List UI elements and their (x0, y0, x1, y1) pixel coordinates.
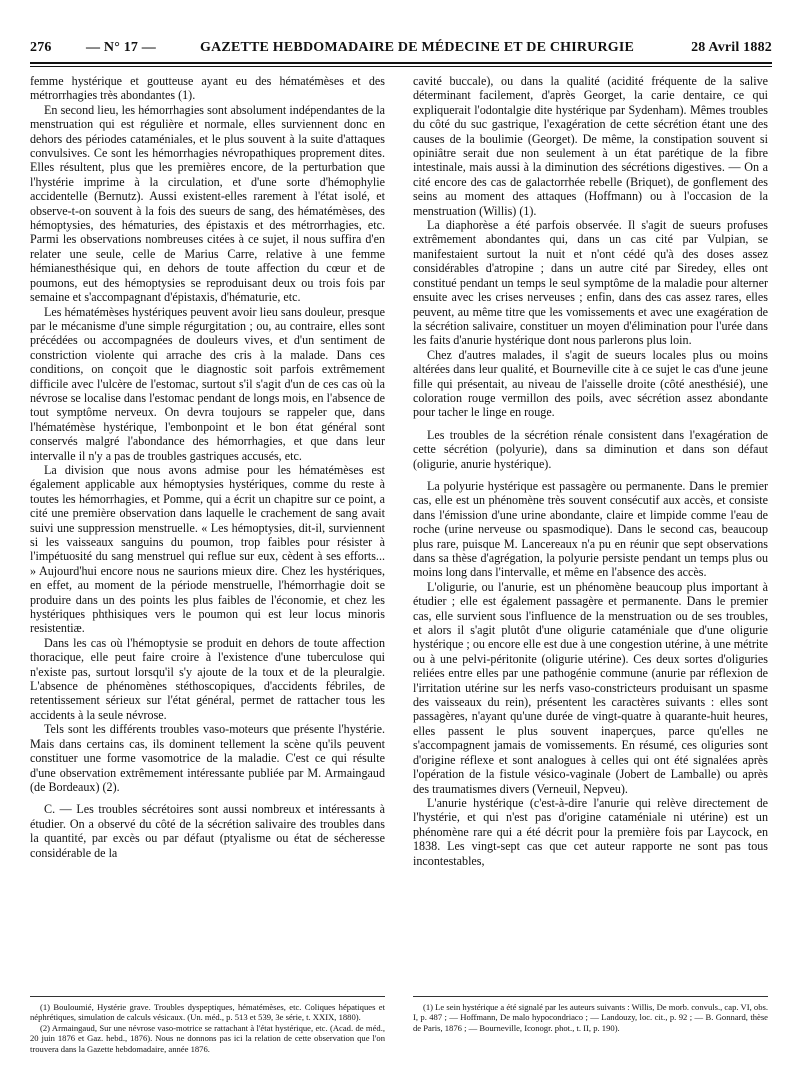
left-footnotes (30, 1002, 385, 1054)
paragraph: femme hystérique et goutteuse ayant eu des hématémèses et des métrorrhagies très abondantes (1). (30, 74, 385, 103)
paragraph: L'oligurie, ou l'anurie, est un phénomène beaucoup plus important à étudier ; elle est également passagère et permanente. Dans le premier cas, elle survient sous l'influence de la menstruation ou de ses troubles, et alors il s'agit plutôt d'une oligurie cataméniale que d'une oligurie hystérique ; ou encore elle est due à une congestion utérine, à une métrite ou à une pelvi-péritonite (oligurie utérine). Ces deux sortes d'oliguries reliées entre elles par une pathogénie commune (anurie par réflexion de l'irritation utérine sur les nerfs vaso-constricteurs produisant un spasme des vaisseaux du rein), présentent les caractères suivants : elles sont passagères, n'ayant qu'une durée de vingt-quatre à quarante-huit heures, elles passent le plus souvent inaperçues, parce qu'elles ne s'accompagnent jamais de vomissements. En résumé, ces oliguries sont d'origine réflexe et sont analogues à celles qui ont été signalées après l'opération de la fistule vésico-vaginale (Jobert de Lamballe) ou après des traumatismes divers (Verneuil, Nepveu). (413, 579, 768, 796)
header-rule-thin (30, 66, 772, 67)
journal-title: GAZETTE HEBDOMADAIRE DE MÉDECINE ET DE CHIRURGIE (200, 40, 635, 55)
footnote: (1) Bouloumié, Hystérie grave. Troubles dyspeptiques, hématémèses, etc. Coliques hépatiques et néphrétiques, simulation de calculs vésicaux. (Un. méd., p. 513 et 539, 3e série, t. XXIX, 1880). (30, 1002, 385, 1023)
footnote-rule (413, 996, 768, 997)
page-number: 276 (30, 40, 52, 55)
footnote-rule (30, 996, 385, 997)
paragraph: Les hématémèses hystériques peuvent avoir lieu sans douleur, presque par le mécanisme d'une simple régurgitation ; ou, au contraire, elles sont précédées ou accompagnées de douleurs vives, et d'un sentiment de constriction violente qui arrache des cris à la malade. Dans ces conditions, on conçoit que le diagnostic soit parfois extrêmement difficile avec l'ulcère de l'estomac, surtout s'il s'agit d'un de ces cas où la névrose se localise dans l'estomac pendant de longs mois, en l'absence de tout symptôme nerveux. On devra toujours se rappeler que, dans l'hématémèse hystérique, l'embonpoint et le bon état général sont conservés malgré l'abondance des hémorrhagies, et que dans leur intervalle il n'y a pas de troubles gastriques accusés, etc. (30, 304, 385, 463)
right-footnotes (413, 1002, 768, 1033)
paragraph: Les troubles de la sécrétion rénale consistent dans l'exagération de cette sécrétion (polyurie), dans sa diminution et dans son défaut (oligurie, anurie hystérique). (413, 427, 768, 471)
paragraph: Dans les cas où l'hémoptysie se produit en dehors de toute affection thoracique, elle peut faire croire à l'existence d'une tuberculose qui n'existe pas, surtout lorsqu'il s'y ajoute de la toux et de la pleuralgie. L'absence de phénomènes stéthoscopiques, d'accidents fébriles, de retentissement sérieux sur l'état général, permet de rattacher tous les accidents à la seule névrose. (30, 635, 385, 722)
paragraph: Tels sont les différents troubles vaso-moteurs que présente l'hystérie. Mais dans certains cas, ils dominent tellement la scène qu'ils peuvent constituer une forme vasomotrice de la maladie. C'est ce qui résulte d'une observation extrêmement intéressante publiée par M. Armaingaud (de Bordeaux) (2). (30, 722, 385, 794)
paragraph: La diaphorèse a été parfois observée. Il s'agit de sueurs profuses extrêmement abondantes qui, dans un cas cité par Vulpian, se manifestaient surtout la nuit et n'ont cédé qu'à des doses assez considérables d'atropine ; dans un autre cité par Siredey, elles ont constitué pendant un temps le seul symptôme de la maladie pour alterner ensuite avec les crises nerveuses ; enfin, dans des cas assez rares, elles peuvent, au même titre que les vomissements et avec une exagération de la sécrétion salivaire, constituer un moyen d'élimination pour l'urée dans les faits d'anurie hystérique dont nous parlerons plus loin. (413, 218, 768, 348)
running-header (30, 38, 772, 60)
paragraph: L'anurie hystérique (c'est-à-dire l'anurie qui relève directement de l'hystérie, et qui n'est pas d'origine cataméniale ni utérine) est un phénomène rare qui a été décrit pour la première fois par Laycock, en 1838. Les vingt-sept cas que cet auteur rapporte ne sont pas tous incontestables, (413, 795, 768, 868)
paragraph: C. — Les troubles sécrétoires sont aussi nombreux et intéressants à étudier. On a observé du côté de la sécrétion salivaire des troubles dans la quantité, par excès ou par défaut (ptyalisme ou état de sécheresse considérable de la (30, 802, 385, 860)
issue-number: — N° 17 — (86, 40, 157, 55)
paragraph: Chez d'autres malades, il s'agit de sueurs locales plus ou moins altérées dans leur qualité, et Bourneville cite à ce sujet le cas d'une jeune fille qui présentait, au niveau de l'aisselle droite (côté anesthésié), une coloration rouge vermillon des poils, avec sécrétion assez abondante pour tacher le linge en rouge. (413, 347, 768, 420)
paragraph: La polyurie hystérique est passagère ou permanente. Dans le premier cas, elle est un phénomène très souvent consécutif aux accès, et consiste dans l'émission d'une urine abondante, claire et limpide comme l'eau de roche (urine nerveuse ou spasmodique). Dans le second cas, beaucoup plus rare, puisque M. Lancereaux n'a pu en réunir que sept observations dans sa thèse d'agrégation, la polyurie persiste pendant un temps plus ou moins long dans l'intervalle, et même en l'absence des accès. (413, 478, 768, 580)
paragraph: En second lieu, les hémorrhagies sont absolument indépendantes de la menstruation qui est régulière et normale, elles surviennent donc en dehors des périodes cataméniales, et le plus souvent à la suite d'attaques convulsives. Ce sont les hémorrhagies névropathiques proprement dites. Elles résultent, plus que les premières encore, de la perturbation que l'hystérie imprime à la circulation, et d'une sorte d'hémophylie accidentelle (Bernutz). Aussi existent-elles rarement à l'état isolé, et observe-t-on souvent à la fois des sueurs de sang, des hématémèses, des hémoptysies, des hématuries, des épistaxis et des métrorrhagies, etc. Parmi les observations nombreuses citées à ce sujet, il nous suffira d'en relater une seule, celle de Marius Carre, relative à une femme hémianesthésique qui, en dehors de toute affection du cœur et de poumons, eut des hémoptysies se reproduisant deux ou trois fois par semaine et s'accompagnant d'épistaxis, d'hématurie, etc. (30, 102, 385, 305)
footnote: (1) Le sein hystérique a été signalé par les auteurs suivants : Willis, De morb. convuls., cap. VI, obs. I, p. 487 ; — Hoffmann, De malo hypocondriaco ; — Landouzy, loc. cit., p. 92 ; — B. Gonnard, thèse de Paris, 1876 ; — Bourneville, Iconogr. phot., t. II, p. 190). (413, 1002, 768, 1033)
header-rule (30, 62, 772, 64)
issue-date: 28 Avril 1882 (691, 40, 772, 55)
left-column (30, 74, 385, 860)
footnote: (2) Armaingaud, Sur une névrose vaso-motrice se rattachant à l'état hystérique, etc. (Acad. de méd., 20 juin 1876 et Gaz. hebd., 1876). Nous ne donnons pas ici la relation de cette observation que l'on trouvera dans la Gazette hebdomadaire, année 1876. (30, 1022, 385, 1054)
paragraph: cavité buccale), ou dans la qualité (acidité fréquente de la salive déterminant facilement, d'après Georget, la carie dentaire, ce qui expliquerait l'odontalgie dite hystérique par Sydenham). Mêmes troubles du côté du suc gastrique, l'exagération de cette sécrétion étant une des causes de la boulimie (Georget). De même, la constipation souvent si opiniâtre serait due non seulement à un état parétique de la fibre intestinale, mais aussi à la diminution des sécrétions digestives. — On a cité encore des cas de galactorrhée rebelle (Briquet), de gonflement des seins au moment des attaques (Hoffmann) ou à l'occasion de la menstruation (Willis) (1). (413, 74, 768, 218)
paragraph: La division que nous avons admise pour les hématémèses est également applicable aux hémoptysies hystériques, comme du reste à toutes les hémorrhagies, et Pomme, qui a écrit un chapitre sur ce point, a cité une première observation dans laquelle le crachement de sang avait suivi une suppression menstruelle. « Les hémoptysies, dit-il, surviennent si les vaisseaux sanguins du poumon, trop faibles pour résister à l'impétuosité du sang menstruel qui reflue sur eux, cèdent à ses efforts... » Aujourd'hui encore nous ne saurions mieux dire. Chez les hystériques, en effet, au moment de la période menstruelle, l'hémorrhagie doit se produire dans un des points les plus faibles de l'économie, et chez les hystériques phthisiques vers le poumon qui est leur locus minoris resistentiæ. (30, 462, 385, 636)
right-column (413, 74, 768, 868)
